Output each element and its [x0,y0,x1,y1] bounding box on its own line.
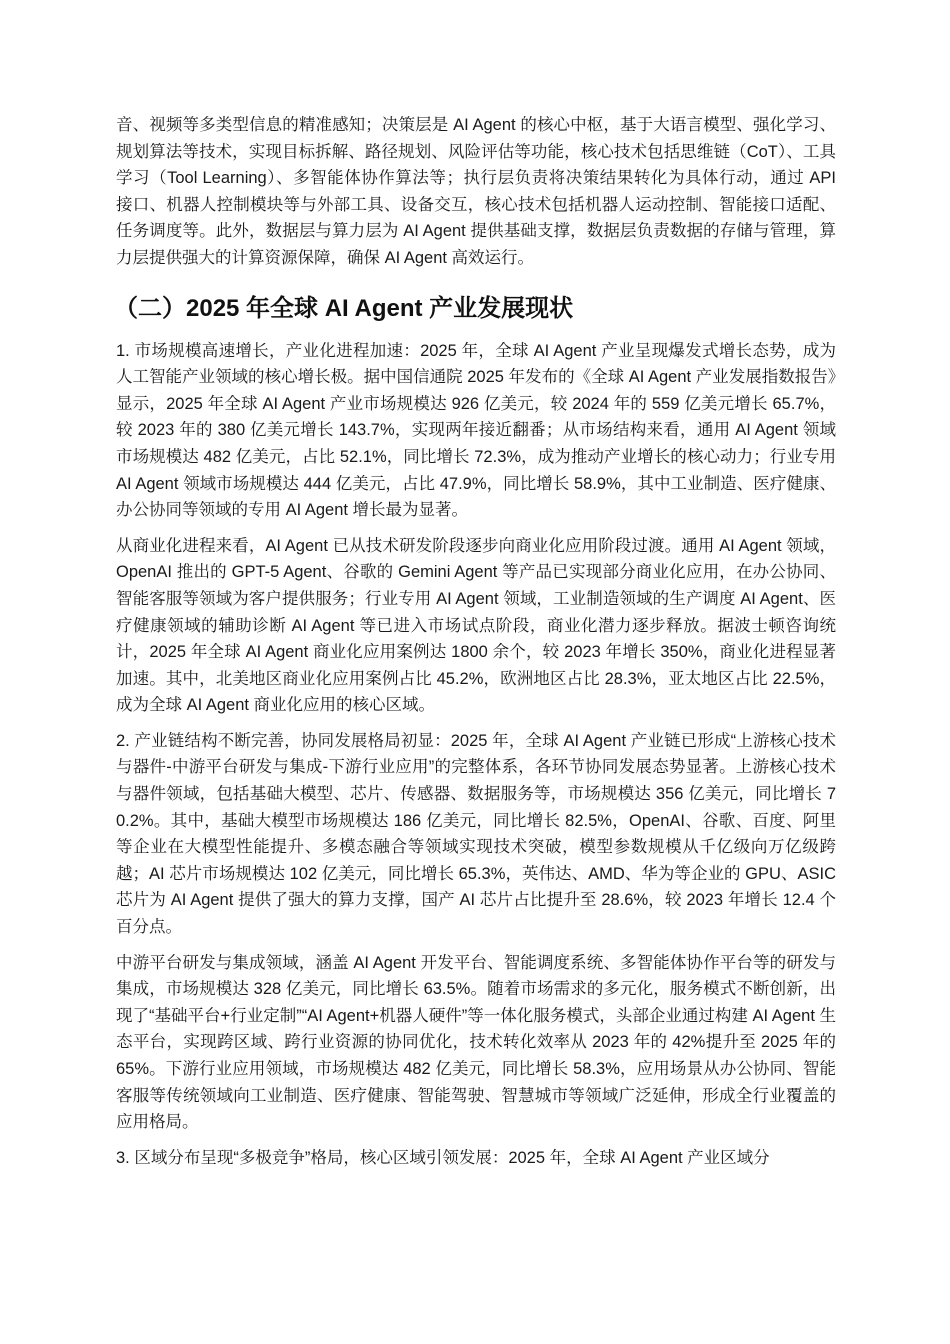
intro-paragraph: 音、视频等多类型信息的精准感知；决策层是 AI Agent 的核心中枢，基于大语言模型、强化学习、规划算法等技术，实现目标拆解、路径规划、风险评估等功能，核心技术包括思维链（CoT）、工具学习（Tool Learning）、多智能体协作算法等；执行层负责将决策结果转化为具体行动，通过 API 接口、机器人控制模块等与外部工具、设备交互，核心技术包括机器人运动控制、智能接口适配、任务调度等。此外，数据层与算力层为 AI Agent 提供基础支撑，数据层负责数据的存储与管理，算力层提供强大的计算资源保障，确保 AI Agent 高效运行。 [116,116,836,267]
paragraph-commercialization: 从商业化进程来看，AI Agent 已从技术研发阶段逐步向商业化应用阶段过渡。通用 AI Agent 领域，OpenAI 推出的 GPT-5 Agent、谷歌的 Gemini Agent 等产品已实现部分商业化应用，在办公协同、智能客服等领域为客户提供服务；行业专用 AI Agent 领域，工业制造领域的生产调度 AI Agent、医疗健康领域的辅助诊断 AI Agent 等已进入市场试点阶段，商业化潜力逐步释放。据波士顿咨询统计，2025 年全球 AI Agent 商业化应用案例达 1800 余个，较 2023 年增长 350%，商业化进程显著加速。其中，北美地区商业化应用案例占比 45.2%，欧洲地区占比 28.3%，亚太地区占比 22.5%，成为全球 AI Agent 商业化应用的核心区域。 [116,536,836,715]
paragraph-market-scale: 1. 市场规模高速增长，产业化进程加速：2025 年，全球 AI Agent 产业呈现爆发式增长态势，成为人工智能产业领域的核心增长极。据中国信通院 2025 年发布的《全球 AI Agent 产业发展指数报告》显示，2025 年全球 AI Agent 产业市场规模达 926 亿美元，较 2024 年的 559 亿美元增长 65.7%，较 2023 年的 380 亿美元增长 143.7%，实现两年接近翻番；从市场结构来看，通用 AI Agent 领域市场规模达 482 亿美元，占比 52.1%，同比增长 72.3%，成为推动产业增长的核心动力；行业专用 AI Agent 领域市场规模达 444 亿美元，占比 47.9%，同比增长 58.9%，其中工业制造、医疗健康、办公协同等领域的专用 AI Agent 增长最为显著。 [116,341,836,520]
paragraph-industry-chain: 2. 产业链结构不断完善，协同发展格局初显：2025 年，全球 AI Agent 产业链已形成“上游核心技术与器件-中游平台研发与集成-下游行业应用”的完整体系，各环节协同发展态势显著。上游核心技术与器件领域，包括基础大模型、芯片、传感器、数据服务等，市场规模达 356 亿美元，同比增长 70.2%。其中，基础大模型市场规模达 186 亿美元，同比增长 82.5%，OpenAI、谷歌、百度、阿里等企业在大模型性能提升、多模态融合等领域实现技术突破，模型参数规模从千亿级向万亿级跨越；AI 芯片市场规模达 102 亿美元，同比增长 65.3%，英伟达、AMD、华为等企业的 GPU、ASIC 芯片为 AI Agent 提供了强大的算力支撑，国产 AI 芯片占比提升至 28.6%，较 2023 年增长 12.4 个百分点。 [116,731,836,937]
document-body [116,112,836,1171]
paragraph-midstream-downstream: 中游平台研发与集成领域，涵盖 AI Agent 开发平台、智能调度系统、多智能体协作平台等的研发与集成，市场规模达 328 亿美元，同比增长 63.5%。随着市场需求的多元化，服务模式不断创新，出现了“基础平台+行业定制”“AI Agent+机器人硬件”等一体化服务模式，头部企业通过构建 AI Agent 生态平台，实现跨区域、跨行业资源的协同优化，技术转化效率从 2023 年的 42%提升至 2025 年的 65%。下游行业应用领域，市场规模达 482 亿美元，同比增长 58.3%，应用场景从办公协同、智能客服等传统领域向工业制造、医疗健康、智能驾驶、智慧城市等领域广泛延伸，形成全行业覆盖的应用格局。 [116,953,836,1132]
section-heading: （二）2025 年全球 AI Agent 产业发展现状 [114,294,574,322]
paragraph-regional-distribution: 3. 区域分布呈现“多极竞争”格局，核心区域引领发展：2025 年，全球 AI Agent 产业区域分 [116,1148,770,1167]
